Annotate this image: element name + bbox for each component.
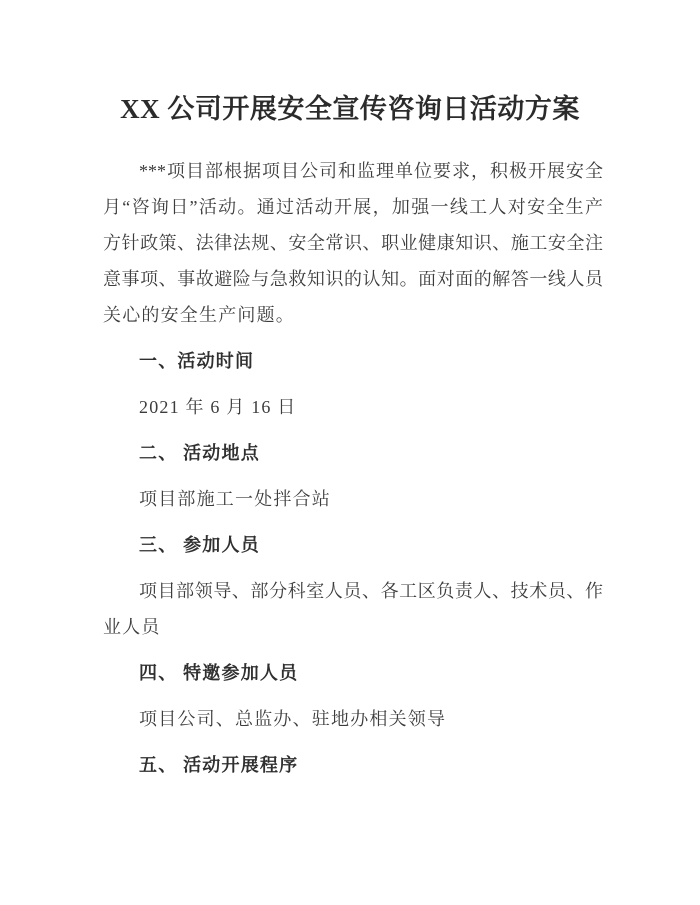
intro-line-3: 方针政策、法律法规、安全常识、职业健康知识、施工安全注 <box>103 233 603 253</box>
section-heading-activity-time: 一、活动时间 <box>139 351 255 371</box>
intro-line-1: ***项目部根据项目公司和监理单位要求，积极开展安全 <box>139 161 603 181</box>
section-body-participants <box>103 573 603 645</box>
section-body-invited-participants: 项目公司、总监办、驻地办相关领导 <box>139 709 447 729</box>
intro-line-5: 关心的安全生产问题。 <box>103 305 295 325</box>
section-body-activity-location: 项目部施工一处拌合站 <box>139 489 331 509</box>
participants-line-1: 项目部领导、部分科室人员、各工区负责人、技术员、作 <box>139 581 603 601</box>
section-body-activity-time: 2021 年 6 月 16 日 <box>139 397 297 417</box>
intro-line-2: 月“咨询日”活动。通过活动开展，加强一线工人对安全生产 <box>103 197 603 217</box>
intro-paragraph <box>103 153 603 333</box>
participants-line-2: 业人员 <box>103 617 161 637</box>
intro-line-4: 意事项、事故避险与急救知识的认知。面对面的解答一线人员 <box>103 269 603 289</box>
section-heading-invited-participants: 四、 特邀参加人员 <box>139 663 299 683</box>
section-heading-activity-location: 二、 活动地点 <box>139 443 260 463</box>
section-heading-activity-procedure: 五、 活动开展程序 <box>139 755 299 775</box>
document-body <box>103 153 603 783</box>
section-heading-participants: 三、 参加人员 <box>139 535 260 555</box>
document-title: XX 公司开展安全宣传咨询日活动方案 <box>120 94 580 124</box>
